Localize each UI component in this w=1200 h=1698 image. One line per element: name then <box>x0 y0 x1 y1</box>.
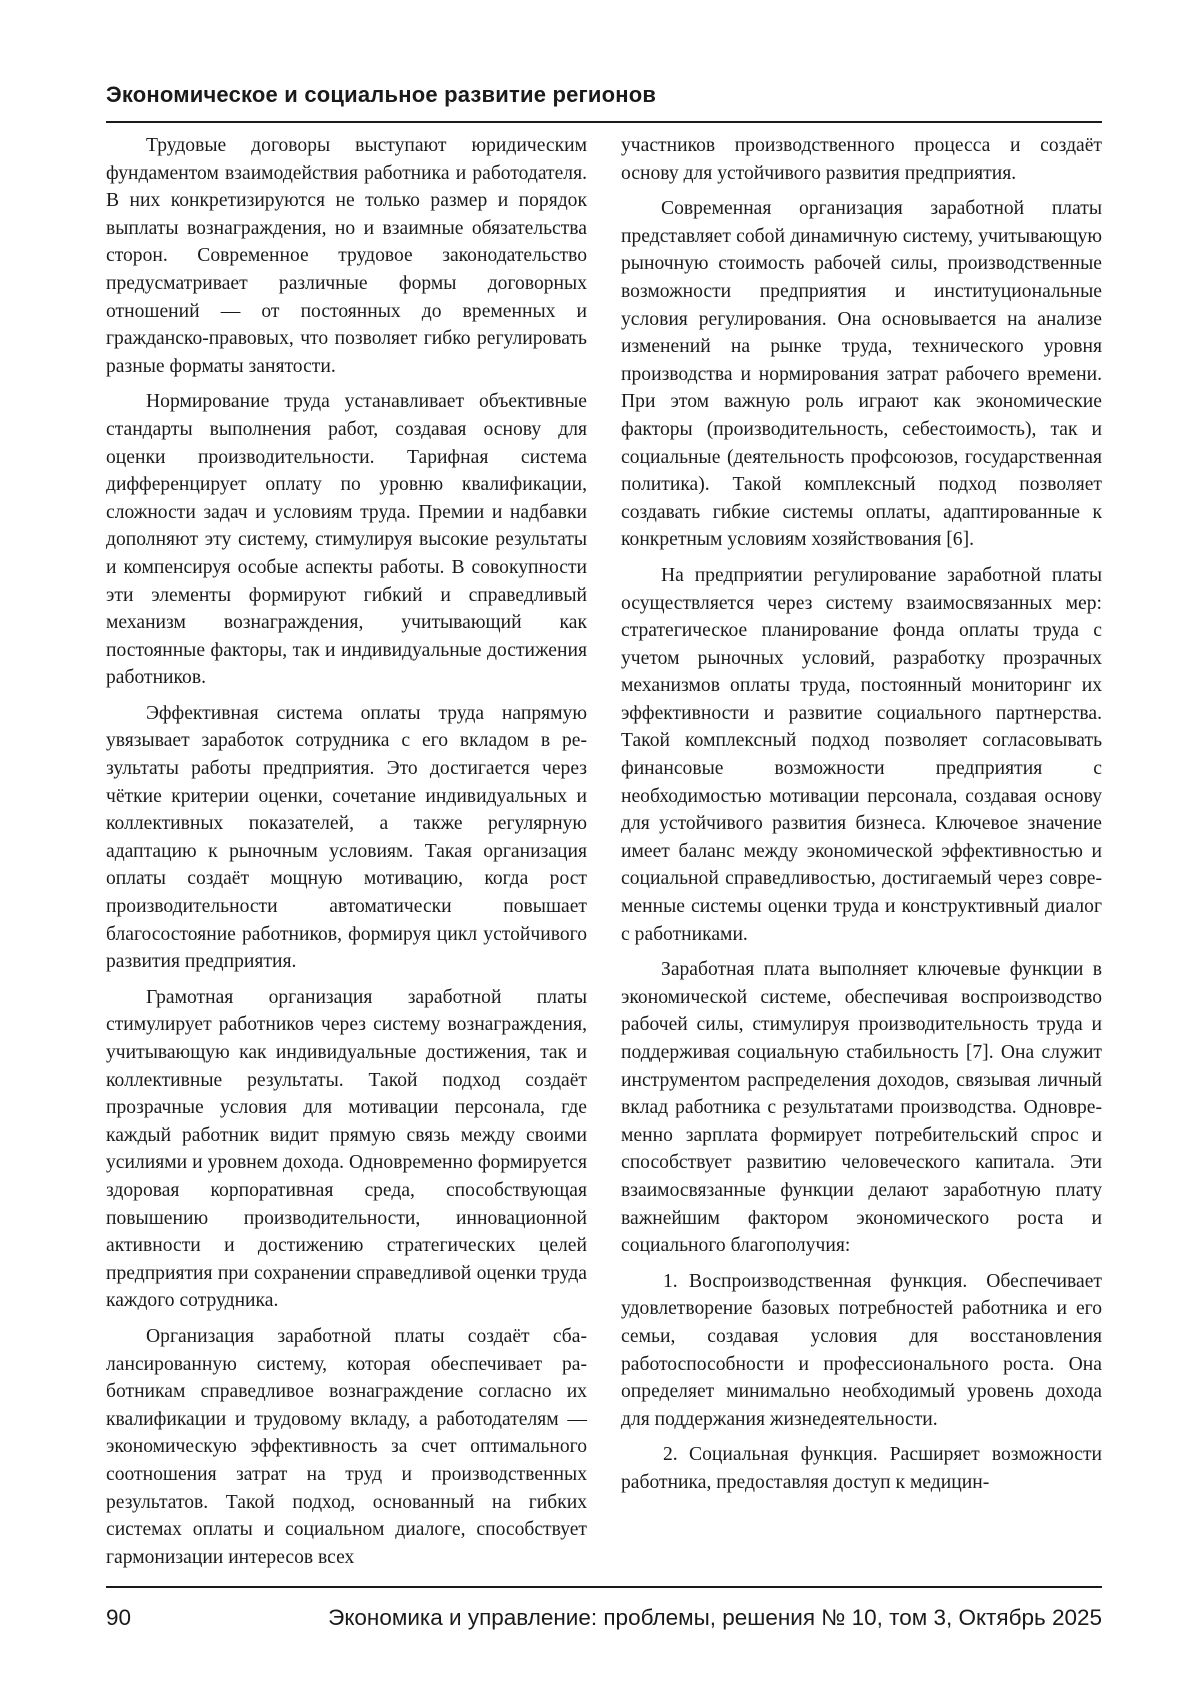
header-rule <box>106 121 1102 123</box>
paragraph: Современная организация заработной платы представляет собой динамичную систему, учитывающую рыночную стоимость рабочей силы, производственные возможности предприятия и институциональные условия регулирования. Она основывается на анализе изменений на рынке труда, технического уровня производства и нормирования затрат рабочего времени. При этом важную роль играют как экономические факторы (производительность, себестоимость), так и социальные (деятельность профсоюзов, государственная политика). Такой комплексный подход позволяет создавать гибкие системы оплаты, адаптированные к конкретным условиям хозяйствования [6]. <box>621 198 1102 551</box>
journal-info: Экономика и управление: проблемы, решения № 10, том 3, Октябрь 2025 <box>328 1605 1102 1630</box>
paragraph: Организация заработной платы создаёт сбалансированную систему, которая обеспечивает работникам справедливое вознаграждение согласно их квалификации и трудовому вкладу, а работодателям — экономическую эффективность за счет оптимального соотношения затрат на труд и производственных результатов. Такой подход, основанный на гибких системах оплаты и социальном диалоге, способствует гармонизации интересов всех <box>106 1325 587 1568</box>
paragraph: Эффективная система оплаты труда напрямую увязывает заработок сотрудника с его вкладом в результаты работы предприятия. Это достигается через чёткие критерии оценки, сочетание индивидуальных и коллективных показателей, а также регулярную адаптацию к рыночным условиям. Такая организация оплаты создаёт мощную мотивацию, когда рост производительности автоматически повышает благосостояние работников, формируя цикл устойчивого развития предприятия. <box>106 702 587 973</box>
running-head: Экономическое и социальное развитие регионов <box>106 82 657 107</box>
right-column <box>621 132 1102 1505</box>
page-number: 90 <box>106 1605 132 1630</box>
paragraph: Нормирование труда устанавливает объективные стандарты выполнения работ, создавая основу для оценки производительности. Тарифная система дифференцирует оплату по уровню квалификации, сложности задач и условиям труда. Премии и надбавки дополняют эту систему, стимулируя высокие результаты и компенсируя особые аспекты работы. В совокупности эти элементы формируют гибкий и справедливый механизм вознаграждения, учитывающий как постоянные факторы, так и индивидуальные достижения работников. <box>106 391 587 689</box>
list-item-number: 2. <box>663 1444 678 1466</box>
list-item <box>621 1268 1102 1434</box>
page-footer <box>106 1601 1102 1635</box>
paragraph: На предприятии регулирование заработной платы осуществляется через систему взаимосвязанных мер: стратегическое планирование фонда оплаты труда с учетом рыночных условий, разработку прозрачных механизмов оплаты труда, постоянный мониторинг их эффективности и развитие социального партнерства. Такой комплексный подход позволяет согласовывать финансовые возможности предприятия с необходимостью мотивации персонала, создавая основу для устойчивого развития бизнеса. Ключевое значение имеет баланс между экономической эффективностью и социальной справедливостью, достигаемый через современные системы оценки труда и конструктивный диалог с работниками. <box>621 564 1102 945</box>
paragraph-continuation: участников производственного процесса и создаёт основу для устойчивого развития предприятия. <box>621 135 1102 184</box>
paragraph: Заработная плата выполняет ключевые функции в экономической системе, обеспечивая воспроизводство рабочей силы, стимулируя производительность труда и поддерживая социальную стабильность [7]. Она служит инструментом распределения доходов, связывая личный вклад работника с результатами производства. Одновременно зарплата формирует потребительский спрос и способствует развитию человеческого капитала. Эти взаимосвязанные функции делают заработную плату важнейшим фактором экономического роста и социального благополучия: <box>621 959 1102 1257</box>
paragraph: Грамотная организация заработной платы стимулирует работников через систему вознаграждения, учитывающую как индивидуальные достижения, так и коллективные результаты. Такой подход создаёт прозрачные условия для мотивации персонала, где каждый работник видит прямую связь между своими усилиями и уровнем дохода. Одновременно формируется здоровая корпоративная среда, способствующая повышению производительности, инновационной активности и достижению стратегических целей предприятия при сохранении справедливой оценки труда каждого сотрудника. <box>106 986 587 1312</box>
list-item-text: Воспроизводственная функция. Обеспечивает удовлетворение базовых потребностей работника и его семьи, создавая условия для восстановления работоспособности и профессионального роста. Она определяет минимально необходимый уровень дохода для поддержания жизнедеятельности. <box>621 1270 1102 1430</box>
list-item-text: Социальная функция. Расширяет возможности работника, предоставляя доступ к медицин- <box>621 1444 1102 1493</box>
list-item-number: 1. <box>663 1270 678 1292</box>
left-column <box>106 132 587 1579</box>
list-item <box>621 1441 1102 1496</box>
paragraph: Трудовые договоры выступают юридическим фундаментом взаимодействия работника и работодателя. В них конкретизируются не только размер и порядок выплаты вознаграждения, но и взаимные обязательства сторон. Современное трудовое законодательство предусматривает различные формы договорных отношений — от постоянных до временных и гражданско-правовых, что позволяет гибко регулировать разные форматы занятости. <box>106 135 587 377</box>
footer-rule <box>106 1586 1102 1588</box>
